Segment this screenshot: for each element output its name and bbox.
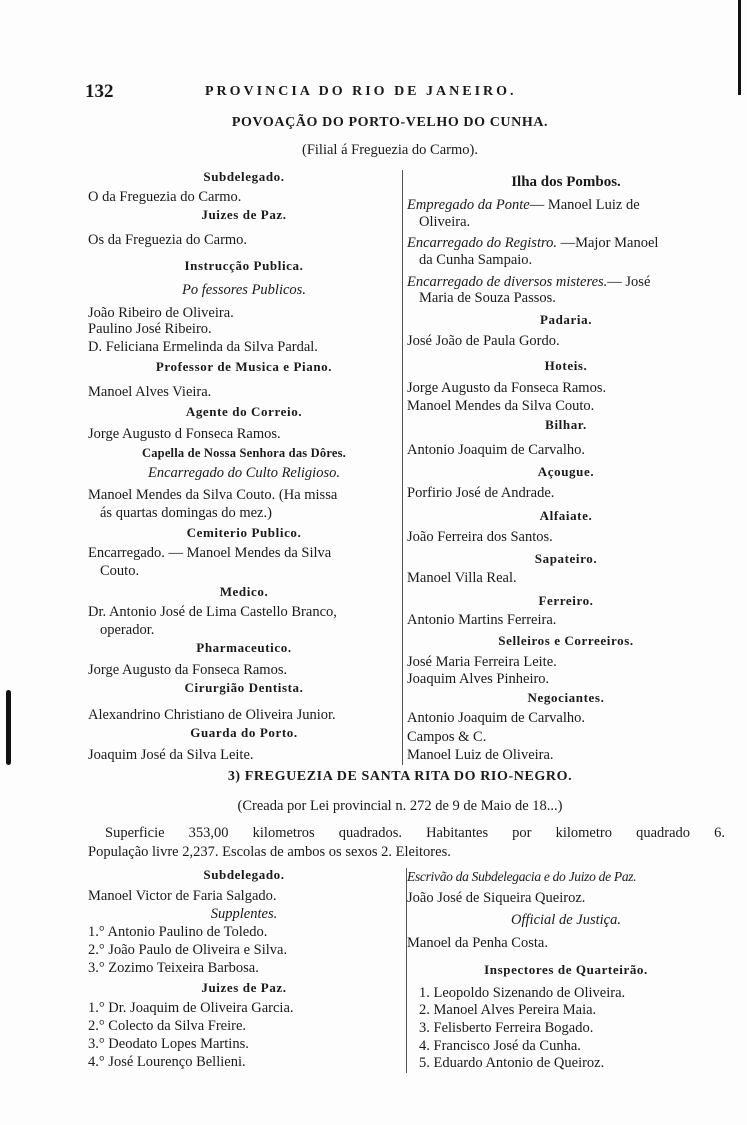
heading: Negociantes. <box>527 690 605 705</box>
heading: Juizes de Paz. <box>201 980 287 995</box>
heading: Selleiros e Correeiros. <box>498 633 634 648</box>
text-line: José João de Paula Gordo. <box>407 333 560 349</box>
heading: Cemiterio Publico. <box>186 525 302 540</box>
page-number: 132 <box>85 81 114 102</box>
text-line: Maria de Souza Passos. <box>419 290 556 306</box>
text-line: Manoel Mendes da Silva Couto. <box>407 398 595 414</box>
heading: Subdelegado. <box>203 169 285 184</box>
role-label: Empregado da Ponte <box>407 197 530 213</box>
subheading: Supplentes. <box>210 906 278 922</box>
heading: Bilhar. <box>545 417 587 432</box>
heading: Guarda do Porto. <box>190 725 298 740</box>
text-line: João Ribeiro de Oliveira. <box>88 305 234 321</box>
text-line: 2.° João Paulo de Oliveira e Silva. <box>88 942 288 958</box>
heading: Ilha dos Pombos. <box>511 174 621 190</box>
text-line: Manoel Alves Vieira. <box>88 384 212 400</box>
text-line: — José <box>607 274 651 290</box>
text-line: Dr. Antonio José de Lima Castello Branco, <box>88 604 337 620</box>
text-line: D. Feliciana Ermelinda da Silva Pardal. <box>88 339 318 355</box>
role-label: Encarregado de diversos misteres. <box>407 274 608 290</box>
text-line: João Ferreira dos Santos. <box>407 529 553 545</box>
text-line: 3.° Deodato Lopes Martins. <box>88 1036 249 1052</box>
stats-line: Superficie 353,00 kilometros quadrados. Habitantes por kilometro quadrado 6. <box>105 825 725 841</box>
column-divider <box>402 170 403 765</box>
text-line: 4.° José Lourenço Bellieni. <box>88 1054 246 1070</box>
text-line: da Cunha Sampaio. <box>419 252 533 268</box>
text-line: Manoel da Penha Costa. <box>407 935 548 951</box>
subheading: Encarregado do Culto Religioso. <box>148 465 340 481</box>
heading: Hoteis. <box>544 358 588 373</box>
heading: Alfaiate. <box>539 508 593 523</box>
heading: Inspectores de Quarteirão. <box>484 962 648 977</box>
text-line: 3. Felisberto Ferreira Bogado. <box>419 1020 594 1036</box>
text-line: — Manoel Luiz de <box>529 197 640 213</box>
text-line: operador. <box>100 622 155 638</box>
subheading: Po fessores Publicos. <box>182 282 306 298</box>
heading: Instrucção Publica. <box>184 258 304 273</box>
text-line: Manoel Mendes da Silva Couto. (Ha missa <box>88 487 338 503</box>
text-line: Antonio Joaquim de Carvalho. <box>407 442 586 458</box>
heading: Capella de Nossa Senhora das Dôres. <box>141 446 346 460</box>
heading: Professor de Musica e Piano. <box>155 359 333 374</box>
text-line: —Major Manoel <box>560 235 659 251</box>
text-line: 1.° Antonio Paulino de Toledo. <box>88 924 268 940</box>
text-line: O da Freguezia do Carmo. <box>88 189 242 205</box>
text-line: 1.° Dr. Joaquim de Oliveira Garcia. <box>88 1000 294 1016</box>
heading: Medico. <box>219 584 269 599</box>
text-line: Jorge Augusto da Fonseca Ramos. <box>88 662 288 678</box>
section-subtitle: (Creada por Lei provincial n. 272 de 9 de Maio de 18...) <box>237 798 563 814</box>
heading: Pharmaceutico. <box>196 640 292 655</box>
text-line: Manoel Victor de Faria Salgado. <box>88 888 277 904</box>
text-line: José Maria Ferreira Leite. <box>407 654 557 670</box>
text-line: Paulino José Ribeiro. <box>88 321 212 337</box>
text-line: João José de Siqueira Queiroz. <box>407 890 586 906</box>
text-line: Antonio Joaquim de Carvalho. <box>407 710 586 726</box>
heading: Agente do Correio. <box>185 404 303 419</box>
text-line: 5. Eduardo Antonio de Queiroz. <box>419 1055 605 1071</box>
text-line: Manoel Villa Real. <box>407 570 517 586</box>
role-label: Encarregado do Registro. <box>407 235 557 251</box>
scan-edge-mark <box>738 0 741 95</box>
text-line: 2. Manoel Alves Pereira Maia. <box>419 1002 597 1018</box>
heading: Padaria. <box>539 312 593 327</box>
running-title: PROVINCIA DO RIO DE JANEIRO. <box>205 84 517 99</box>
section-title: POVOAÇÃO DO PORTO-VELHO DO CUNHA. <box>231 115 549 130</box>
text-line: ás quartas domingas do mez.) <box>100 505 272 521</box>
scan-binding-mark <box>6 690 11 765</box>
text-line: Alexandrino Christiano de Oliveira Junior. <box>88 707 336 723</box>
heading: Juizes de Paz. <box>201 207 287 222</box>
text-line: Oliveira. <box>419 214 471 230</box>
text-line: Joaquim Alves Pinheiro. <box>407 671 550 687</box>
text-line: Os da Freguezia do Carmo. <box>88 232 248 248</box>
section-subtitle: (Filial á Freguezia do Carmo). <box>302 142 478 158</box>
stats-line: População livre 2,237. Escolas de ambos os sexos 2. Eleitores. <box>88 844 451 860</box>
text-line: 3.° Zozimo Teixeira Barbosa. <box>88 960 259 976</box>
heading: Subdelegado. <box>203 867 285 882</box>
text-line: Jorge Augusto d Fonseca Ramos. <box>88 426 281 442</box>
text-line: Couto. <box>100 563 140 579</box>
text-line: Manoel Luiz de Oliveira. <box>407 747 554 763</box>
text-line: Campos & C. <box>407 729 487 745</box>
heading: Açougue. <box>537 464 595 479</box>
text-line: 2.° Colecto da Silva Freire. <box>88 1018 247 1034</box>
heading: Ferreiro. <box>538 593 594 608</box>
text-line: Antonio Martins Ferreira. <box>407 612 557 628</box>
text-line: Encarregado. — Manoel Mendes da Silva <box>88 545 332 561</box>
section-title: 3) FREGUEZIA DE SANTA RITA DO RIO-NEGRO. <box>227 769 573 784</box>
text-line: 1. Leopoldo Sizenando de Oliveira. <box>419 985 626 1001</box>
subheading: Official de Justiça. <box>511 912 621 928</box>
text-line: Jorge Augusto da Fonseca Ramos. <box>407 380 607 396</box>
text-line: 4. Francisco José da Cunha. <box>419 1038 581 1054</box>
heading: Sapateiro. <box>534 551 598 566</box>
role-label: Escrivão da Subdelegacia e do Juizo de Paz. <box>407 869 637 884</box>
text-line: Porfirio José de Andrade. <box>407 485 555 501</box>
text-line: Joaquim José da Silva Leite. <box>88 747 254 763</box>
heading: Cirurgião Dentista. <box>184 680 304 695</box>
